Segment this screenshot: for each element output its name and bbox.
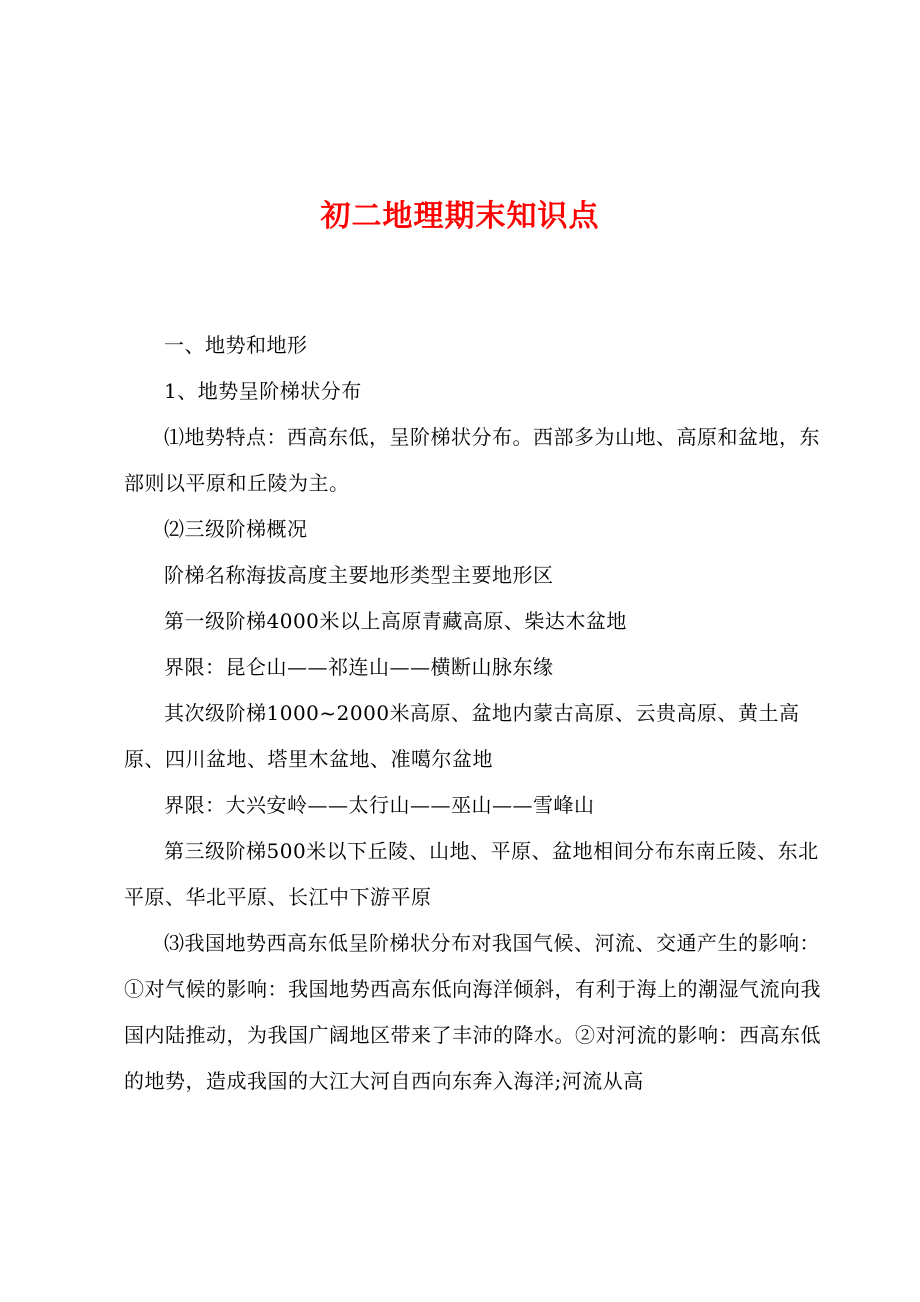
- paragraph: 界限：大兴安岭——太行山——巫山——雪峰山: [164, 793, 595, 817]
- paragraph: 界限：昆仑山——祁连山——横断山脉东缘: [164, 655, 554, 679]
- subsection-heading: 1、地势呈阶梯状分布: [164, 379, 362, 403]
- section-heading: 一、地势和地形: [164, 333, 308, 357]
- subsection-heading: ⑵三级阶梯概况: [164, 517, 308, 541]
- paragraph: 第三级阶梯500米以下丘陵、山地、平原、盆地相间分布东南丘陵、东北平原、华北平原、长江中下游平原: [124, 839, 819, 909]
- table-header-line: 阶梯名称海拔高度主要地形类型主要地形区: [164, 563, 554, 587]
- paragraph: ⑶我国地势西高东低呈阶梯状分布对我国气候、河流、交通产生的影响：①对气候的影响：我国地势西高东低向海洋倾斜，有利于海上的潮湿气流向我国内陆推动，为我国广阔地区带来了丰沛的降水。②对河流的影响：西高东低的地势，造成我国的大江大河自西向东奔入海洋;河流从高: [124, 931, 821, 1093]
- page-title: 初二地理期末知识点: [320, 199, 600, 234]
- document-body: [124, 322, 824, 1104]
- paragraph: 其次级阶梯1000~2000米高原、盆地内蒙古高原、云贵高原、黄土高原、四川盆地、塔里木盆地、准噶尔盆地: [124, 701, 800, 771]
- paragraph: 第一级阶梯4000米以上高原青藏高原、柴达木盆地: [164, 609, 627, 633]
- paragraph: ⑴地势特点：西高东低，呈阶梯状分布。西部多为山地、高原和盆地，东部则以平原和丘陵为主。: [124, 425, 820, 495]
